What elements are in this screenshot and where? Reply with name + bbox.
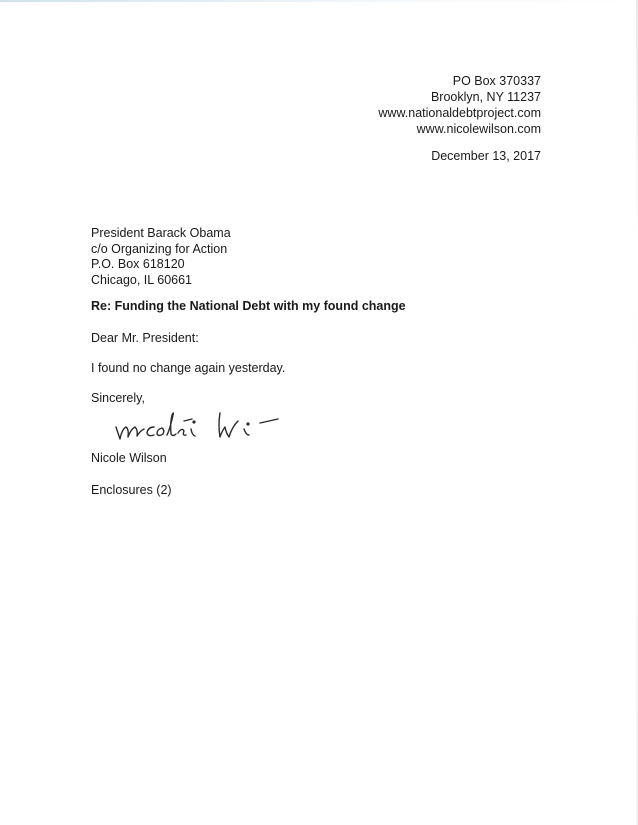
- recipient-city-line: Chicago, IL 60661: [91, 272, 193, 287]
- scan-edge-top: [0, 0, 638, 2]
- recipient-organization: c/o Organizing for Action: [91, 241, 228, 256]
- subject-line: Re: Funding the National Debt with my found change: [91, 299, 406, 313]
- recipient-address-line: P.O. Box 618120: [91, 257, 185, 271]
- salutation: Dear Mr. President:: [91, 331, 199, 345]
- enclosures-note: Enclosures (2): [91, 483, 172, 497]
- recipient-name: President Barack Obama: [91, 226, 231, 240]
- recipient-address-block: [91, 226, 231, 288]
- closing: Sincerely,: [91, 391, 145, 405]
- sender-address-line: PO Box 370337: [452, 74, 541, 88]
- sender-website-primary: www.nationaldebtproject.com: [378, 106, 541, 120]
- sender-city-line: Brooklyn, NY 11237: [430, 90, 541, 104]
- handwritten-signature-icon: [112, 405, 282, 447]
- letter-body: I found no change again yesterday.: [91, 361, 286, 375]
- signature-text: Nicole Wilson: [112, 405, 119, 406]
- letter-date: December 13, 2017: [431, 149, 541, 163]
- sender-website-secondary: www.nicolewilson.com: [416, 122, 541, 136]
- signer-name: Nicole Wilson: [91, 451, 167, 465]
- sender-address-block: [378, 73, 541, 137]
